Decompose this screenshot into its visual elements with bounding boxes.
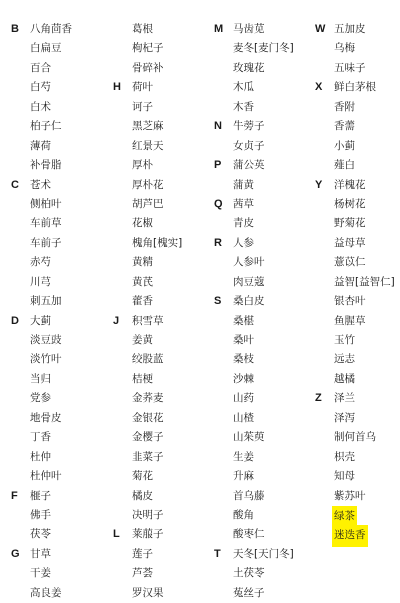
section-letter: J	[113, 314, 120, 327]
herb-name: 荷叶	[132, 81, 153, 94]
herb-name: 人参叶	[233, 256, 265, 269]
herb-name: 首乌藤	[233, 489, 265, 502]
herb-name: 人参	[233, 236, 254, 249]
herb-name: 香薷	[334, 120, 355, 133]
section-letter: W	[315, 23, 326, 35]
herb-name: 麦冬[麦门冬]	[233, 42, 294, 55]
herb-name: 蒲公英	[233, 159, 265, 172]
herb-name: 韭菜子	[132, 450, 164, 463]
section-letter: L	[113, 528, 120, 541]
herb-name: 蒲黄	[233, 178, 254, 191]
herb-name: 桑枝	[233, 353, 254, 366]
herb-name: 白芍	[30, 81, 51, 94]
herb-name: 八角茴香	[30, 23, 72, 35]
herb-name: 马齿苋	[233, 23, 265, 35]
herb-name: 生姜	[233, 450, 254, 463]
herb-name: 骨碎补	[132, 61, 164, 74]
herb-name: 党参	[30, 392, 51, 405]
herb-name: 益母草	[334, 236, 366, 249]
herb-name: 青皮	[233, 217, 254, 230]
section-letter: S	[214, 295, 222, 308]
herb-name: 紫苏叶	[334, 489, 366, 502]
herb-name: 花椒	[132, 217, 153, 230]
herb-name: 天冬[天门冬]	[233, 547, 294, 560]
herb-name: 五味子	[334, 61, 366, 74]
herb-name: 莲子	[132, 547, 153, 560]
herb-name: 车前草	[30, 217, 62, 230]
herb-name: 薤白	[334, 159, 355, 172]
herb-name: 柏子仁	[30, 120, 62, 133]
herb-name: 小蓟	[334, 139, 355, 152]
herb-name: 薏苡仁	[334, 256, 366, 269]
section-letter: P	[214, 159, 222, 172]
herb-name: 远志	[334, 353, 355, 366]
herb-name: 厚朴	[132, 159, 153, 172]
herb-name: 乌梅	[334, 42, 355, 55]
section-letter: B	[11, 23, 19, 35]
herb-name: 地骨皮	[30, 411, 62, 424]
herb-name: 川芎	[30, 275, 51, 288]
herb-name: 决明子	[132, 508, 164, 521]
herb-name: 甘草	[30, 547, 51, 560]
herb-name: 白术	[30, 100, 51, 113]
herb-name: 金荞麦	[132, 392, 164, 405]
herb-name: 野菊花	[334, 217, 366, 230]
herb-name: 越橘	[334, 372, 355, 385]
herb-name: 女贞子	[233, 139, 265, 152]
herb-name: 山楂	[233, 411, 254, 424]
section-letter: Q	[214, 197, 223, 210]
herb-name: 杜仲	[30, 450, 51, 463]
herb-name: 鱼腥草	[334, 314, 366, 327]
herb-name: 芦荟	[132, 567, 153, 580]
herb-name: 知母	[334, 470, 355, 483]
herb-name: 黄芪	[132, 275, 153, 288]
herb-name: 鲜白茅根	[334, 81, 376, 94]
herb-name: 杨树花	[334, 197, 366, 210]
herb-name: 赤芍	[30, 256, 51, 269]
herb-name: 百合	[30, 61, 51, 74]
herb-name: 补骨脂	[30, 159, 62, 172]
herb-name: 制何首乌	[334, 431, 376, 444]
section-letter: D	[11, 314, 19, 327]
herb-name: 菟丝子	[233, 586, 265, 599]
herb-name: 淡豆豉	[30, 334, 62, 346]
herb-name: 香附	[334, 100, 355, 113]
herb-name: 橘皮	[132, 489, 153, 502]
herb-name: 葛根	[132, 23, 153, 35]
herb-name: 泽兰	[334, 392, 355, 405]
herb-name: 升麻	[233, 470, 254, 483]
herb-name: 枳壳	[334, 450, 355, 463]
herb-name: 玫瑰花	[233, 61, 265, 74]
herb-name: 山药	[233, 392, 254, 405]
herb-name: 木瓜	[233, 81, 254, 94]
herb-name: 五加皮	[334, 23, 366, 35]
herb-name: 刺五加	[30, 295, 62, 308]
herb-name: 沙棘	[233, 372, 254, 385]
herb-name: 洋槐花	[334, 178, 366, 191]
herb-name: 山茱萸	[233, 431, 265, 444]
herb-name: 干姜	[30, 567, 51, 580]
herb-name: 茯苓	[30, 528, 51, 541]
section-letter: T	[214, 547, 221, 560]
section-letter: N	[214, 120, 222, 133]
herb-name: 侧柏叶	[30, 197, 62, 210]
herb-name: 槐角[槐实]	[132, 236, 183, 249]
herb-name: 桔梗	[132, 372, 153, 385]
herb-name: 桑白皮	[233, 295, 265, 308]
section-letter: M	[214, 23, 224, 35]
herb-name: 木香	[233, 100, 254, 113]
section-letter: F	[11, 489, 18, 502]
herb-name: 肉豆蔻	[233, 275, 265, 288]
herb-name: 当归	[30, 372, 51, 385]
herb-name: 桑椹	[233, 314, 254, 327]
herb-name: 诃子	[132, 100, 153, 113]
herb-name: 绞股蓝	[132, 353, 164, 366]
herb-name: 苍术	[30, 178, 51, 191]
herb-name: 玉竹	[334, 334, 355, 346]
herb-name: 黄精	[132, 256, 153, 269]
section-letter: C	[11, 178, 19, 191]
herb-name: 泽泻	[334, 411, 355, 424]
herb-name: 车前子	[30, 236, 62, 249]
herb-name: 银杏叶	[334, 295, 366, 308]
herb-name: 酸角	[233, 508, 254, 521]
herb-name-highlighted: 迷迭香	[332, 525, 368, 546]
herb-name: 茜草	[233, 197, 254, 210]
section-letter: Y	[315, 178, 323, 191]
herb-name: 藿香	[132, 295, 153, 308]
herb-name: 姜黄	[132, 334, 153, 346]
herb-name: 牛蒡子	[233, 120, 265, 133]
herb-name-highlighted: 绿茶	[332, 506, 357, 527]
herb-name: 黑芝麻	[132, 120, 164, 133]
herb-name: 白扁豆	[30, 42, 62, 55]
section-letter: G	[11, 547, 20, 560]
herb-name: 杜仲叶	[30, 470, 62, 483]
herb-name: 厚朴花	[132, 178, 164, 191]
section-letter: X	[315, 81, 323, 94]
herb-name: 积雪草	[132, 314, 164, 327]
section-letter: H	[113, 81, 121, 94]
herb-name: 酸枣仁	[233, 528, 265, 541]
herb-name: 益智[益智仁]	[334, 275, 395, 288]
herb-name: 菊花	[132, 470, 153, 483]
section-letter: R	[214, 236, 222, 249]
herb-name: 红景天	[132, 139, 164, 152]
herb-name: 莱菔子	[132, 528, 164, 541]
herb-name: 丁香	[30, 431, 51, 444]
herb-name: 大蓟	[30, 314, 51, 327]
herb-name: 高良姜	[30, 586, 62, 599]
herb-name: 枸杞子	[132, 42, 164, 55]
herb-name: 佛手	[30, 508, 51, 521]
herb-name: 金樱子	[132, 431, 164, 444]
herb-name: 胡芦巴	[132, 197, 164, 210]
herb-name: 金银花	[132, 411, 164, 424]
herb-name: 罗汉果	[132, 586, 164, 599]
herb-name: 榧子	[30, 489, 51, 502]
section-letter: Z	[315, 392, 322, 405]
herb-name: 桑叶	[233, 334, 254, 346]
herb-name: 土茯苓	[233, 567, 265, 580]
herb-name: 淡竹叶	[30, 353, 62, 366]
herb-name: 薄荷	[30, 139, 51, 152]
